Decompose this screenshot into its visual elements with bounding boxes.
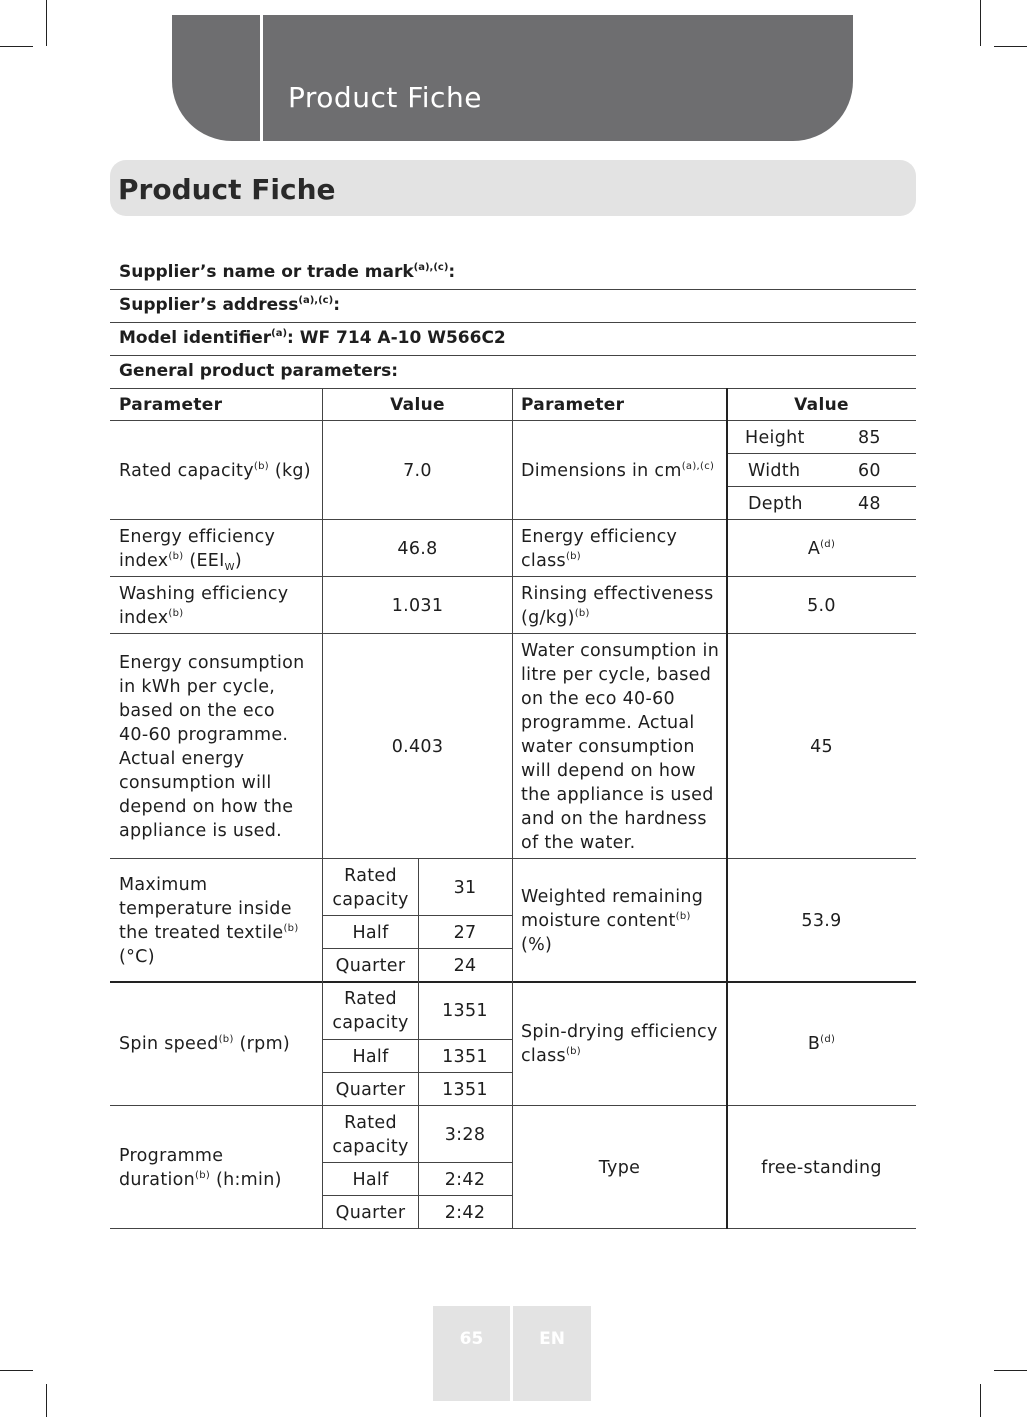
moisture-value: 53.9 — [801, 910, 842, 931]
header-title: Product Fiche — [288, 81, 482, 114]
depth-value: 48 — [858, 494, 881, 514]
table-rule — [110, 1228, 916, 1229]
footnote-ref: (a),(c) — [413, 262, 449, 273]
energy-consumption-label: Energy consumption in kWh per cycle, based on the eco 40-60 programme. Actual energy consumption will depend on how the appliance is used. — [119, 652, 305, 841]
type-label: Type — [598, 1157, 641, 1178]
table-column-rule — [512, 388, 513, 1229]
crop-mark — [46, 1384, 47, 1417]
table-column-rule — [418, 859, 419, 982]
crop-mark — [0, 46, 33, 47]
model-identifier-row — [110, 322, 916, 356]
spin-speed-label: Spin speed$^{(b)}$ (rpm) — [119, 1034, 291, 1054]
energy-consumption-value: 0.403 — [391, 736, 444, 757]
duration-label: Programme duration$^{(b)}$ (h:min) — [119, 1145, 282, 1190]
supplier-address-label: Supplier’s address — [119, 295, 299, 315]
page-number-box — [433, 1306, 510, 1401]
table-column-rule — [418, 982, 419, 1106]
model-identifier-label: Model identifier — [119, 328, 272, 348]
height-label: Height — [745, 428, 805, 448]
footnote-ref: (a),(c) — [298, 295, 334, 306]
table-rule — [727, 453, 916, 454]
table-column-rule — [322, 388, 323, 1229]
dimensions-label: Dimensions in $cm^{(a),(c)}$ — [521, 460, 715, 481]
spin-half-label: Half — [352, 1046, 389, 1067]
energy-class-label: Energy efficiency class$^{(b)}$ — [521, 526, 678, 571]
table-rule — [110, 420, 916, 421]
eei-label: Energy efficiency index$^{(b)}$ $(EEI_W)$ — [119, 526, 276, 573]
table-rule — [110, 1105, 916, 1106]
language-code: EN — [539, 1329, 565, 1349]
duration-half-value: 2:42 — [444, 1169, 486, 1190]
section-title: Product Fiche — [118, 173, 336, 206]
supplier-name-row: Supplier’s name or trade mark$^{(a),(c)}$: — [110, 256, 916, 290]
header-divider — [260, 15, 263, 141]
spin-rated-label: Rated capacity — [332, 989, 409, 1033]
crop-mark — [980, 0, 981, 46]
col-header-parameter: Parameter — [521, 394, 625, 415]
crop-mark — [994, 1370, 1027, 1371]
table-column-rule — [726, 388, 728, 1229]
depth-label: Depth — [748, 494, 803, 514]
table-rule — [110, 519, 916, 520]
crop-mark — [0, 1370, 33, 1371]
col-header-parameter: Parameter — [119, 394, 223, 415]
water-consumption-value: 45 — [810, 736, 833, 757]
type-value: free-standing — [761, 1157, 882, 1178]
temp-half-label: Half — [352, 922, 389, 943]
spin-quarter-label: Quarter — [335, 1079, 406, 1100]
spin-rated-value: 1351 — [442, 1001, 488, 1021]
spin-class-value: $B^{(d)}$ — [807, 1034, 836, 1054]
general-parameters-row — [110, 355, 916, 389]
washing-index-label: Washing efficiency index$^{(b)}$ — [119, 583, 289, 628]
temp-rated-value: 31 — [453, 877, 477, 898]
table-column-rule — [418, 1106, 419, 1229]
col-header-value: Value — [390, 394, 445, 415]
page-number: 65 — [459, 1329, 484, 1349]
duration-quarter-value: 2:42 — [444, 1202, 486, 1223]
spin-class-label: Spin-drying efficiency class$^{(b)}$ — [521, 1022, 718, 1066]
duration-rated-label: Rated capacity — [332, 1112, 409, 1157]
duration-rated-value: 3:28 — [444, 1124, 486, 1145]
spin-quarter-value: 1351 — [442, 1079, 488, 1100]
energy-class-value: $A^{(d)}$ — [807, 538, 836, 559]
height-value: 85 — [858, 428, 881, 448]
footnote-ref: (a) — [271, 328, 288, 339]
rated-capacity-label: Rated capacity$^{(b)}$ (kg) — [119, 460, 311, 481]
table-rule — [110, 981, 916, 983]
crop-mark — [994, 46, 1027, 47]
table-rule — [110, 633, 916, 634]
rinsing-value: 5.0 — [807, 595, 836, 616]
max-temperature-label: Maximum temperature inside the treated textile$^{(b)}$ (°C) — [119, 874, 299, 967]
language-box — [513, 1306, 591, 1401]
temp-quarter-label: Quarter — [335, 955, 406, 976]
rinsing-label: Rinsing effectiveness $(g/kg)^{(b)}$ — [521, 583, 714, 628]
water-consumption-label: Water consumption in litre per cycle, based on the eco 40-60 programme. Actual water consumption will depend on how the appliance is used and on the hardness of the water. — [521, 640, 720, 853]
model-identifier-value: : WF 714 A-10 W566C2 — [287, 328, 506, 348]
crop-mark — [46, 0, 47, 46]
table-rule — [727, 486, 916, 487]
washing-index-value: 1.031 — [391, 595, 444, 616]
duration-half-label: Half — [352, 1169, 389, 1190]
supplier-address-row: Supplier’s address$^{(a),(c)}$: — [110, 289, 916, 323]
general-parameters-label: General product parameters: — [119, 361, 399, 381]
supplier-name-label: Supplier’s name or trade mark — [119, 262, 414, 282]
rated-capacity-value: 7.0 — [403, 460, 432, 481]
duration-quarter-label: Quarter — [335, 1202, 406, 1223]
temp-rated-label: Rated capacity — [332, 865, 409, 910]
width-label: Width — [748, 461, 801, 481]
table-rule — [110, 858, 916, 859]
table-rule — [110, 576, 916, 577]
temp-half-value: 27 — [453, 922, 477, 943]
spin-half-value: 1351 — [442, 1046, 488, 1067]
width-value: 60 — [858, 461, 881, 481]
eei-value: 46.8 — [397, 538, 438, 559]
header-tab — [172, 15, 853, 141]
moisture-label: Weighted remaining moisture content$^{(b)}$ (%) — [521, 886, 704, 955]
temp-quarter-value: 24 — [453, 955, 477, 976]
col-header-value: Value — [794, 394, 849, 415]
crop-mark — [980, 1384, 981, 1417]
